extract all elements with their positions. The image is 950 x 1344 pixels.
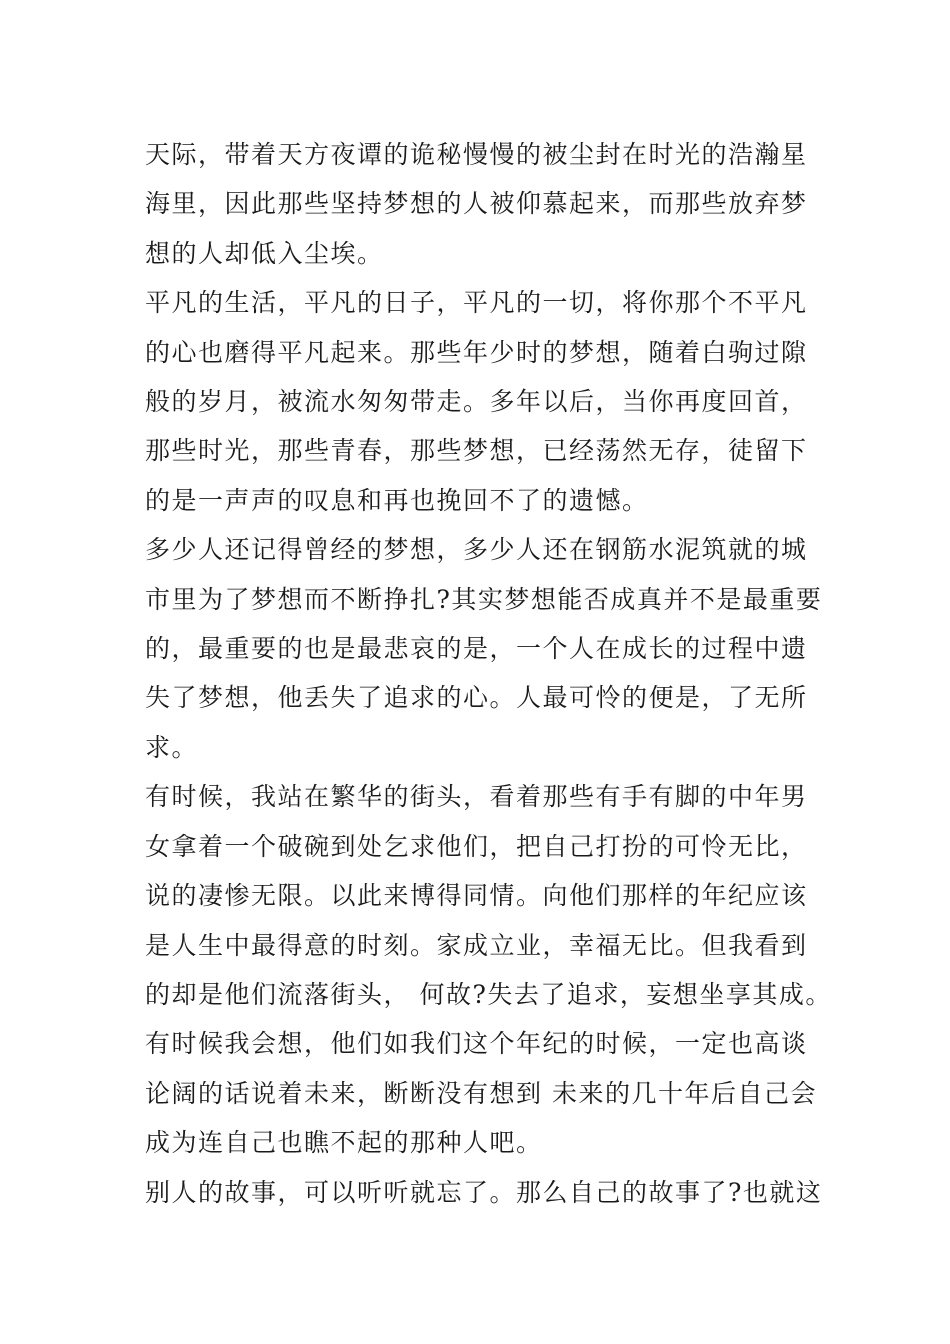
text-line: 女拿着一个破碗到处乞求他们，把自己打扮的可怜无比， bbox=[145, 831, 808, 861]
text-line: 的却是他们流落街头， 何故?失去了追求，妄想坐享其成。 bbox=[145, 979, 832, 1009]
text-line: 的心也磨得平凡起来。那些年少时的梦想，随着白驹过隙 bbox=[145, 337, 808, 367]
text-line: 平凡的生活，平凡的日子，平凡的一切，将你那个不平凡 bbox=[145, 288, 808, 318]
text-line: 失了梦想，他丢失了追求的心。人最可怜的便是，了无所 bbox=[145, 683, 808, 713]
text-line: 的是一声声的叹息和再也挽回不了的遗憾。 bbox=[145, 485, 649, 515]
text-line: 有时候我会想，他们如我们这个年纪的时候，一定也高谈 bbox=[145, 1029, 808, 1059]
text-line: 说的凄惨无限。以此来博得同情。向他们那样的年纪应该 bbox=[145, 881, 808, 911]
text-line: 的，最重要的也是最悲哀的是，一个人在成长的过程中遗 bbox=[145, 634, 808, 664]
text-line: 别人的故事，可以听听就忘了。那么自己的故事了?也就这 bbox=[145, 1177, 823, 1207]
text-line: 论阔的话说着未来，断断没有想到 未来的几十年后自己会 bbox=[145, 1078, 817, 1108]
text-line: 想的人却低入尘埃。 bbox=[145, 238, 384, 268]
text-line: 般的岁月，被流水匆匆带走。多年以后，当你再度回首， bbox=[145, 387, 808, 417]
text-line: 那些时光，那些青春，那些梦想，已经荡然无存，徒留下 bbox=[145, 436, 808, 466]
text-line: 求。 bbox=[145, 732, 199, 762]
body-text bbox=[145, 130, 832, 1217]
text-line: 有时候，我站在繁华的街头，看着那些有手有脚的中年男 bbox=[145, 782, 808, 812]
text-line: 成为连自己也瞧不起的那种人吧。 bbox=[145, 1128, 543, 1158]
text-line: 天际，带着天方夜谭的诡秘慢慢的被尘封在时光的浩瀚星 bbox=[145, 140, 808, 169]
text-line: 海里，因此那些坚持梦想的人被仰慕起来，而那些放弃梦 bbox=[145, 189, 808, 219]
text-line: 多少人还记得曾经的梦想，多少人还在钢筋水泥筑就的城 bbox=[145, 535, 808, 565]
text-line: 市里为了梦想而不断挣扎?其实梦想能否成真并不是最重要 bbox=[145, 584, 823, 614]
text-line: 是人生中最得意的时刻。家成立业，幸福无比。但我看到 bbox=[145, 930, 808, 960]
